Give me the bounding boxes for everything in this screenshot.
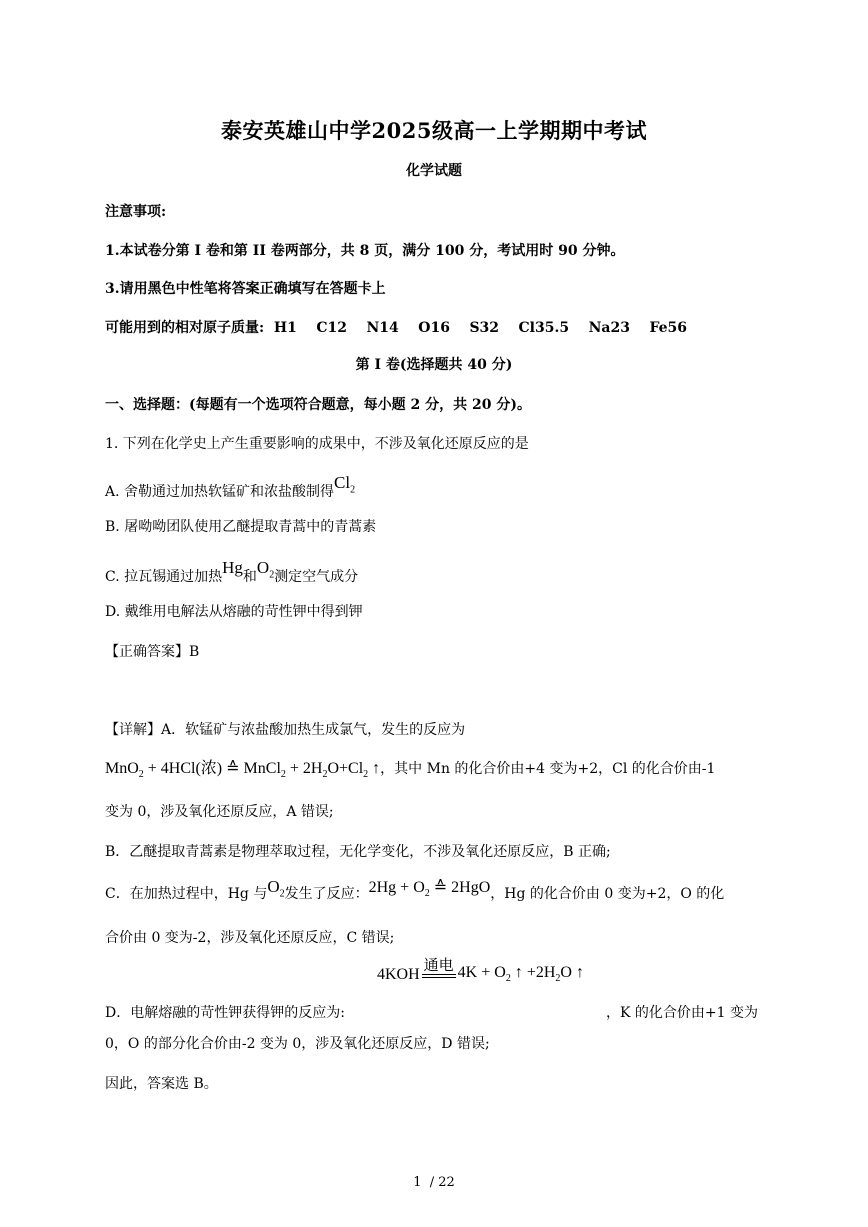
- notes-line-2: 3.请用黑色中性笔将答案正确填写在答题卡上: [105, 281, 386, 297]
- explanation-b: B．乙醚提取青蒿素是物理萃取过程，无化学变化，不涉及氧化还原反应，B 正确;: [105, 844, 611, 860]
- section-heading: 第 I 卷(选择题共 40 分): [355, 357, 513, 373]
- option-a: [105, 473, 356, 503]
- page-number: 1 / 22: [413, 1175, 455, 1190]
- notes-heading: 注意事项:: [105, 204, 167, 220]
- question-stem: 1. 下列在化学史上产生重要影响的成果中，不涉及氧化还原反应的是: [105, 436, 529, 452]
- explanation-c-line-2: 合价由 0 变为-2，涉及氧化还原反应，C 错误;: [105, 930, 395, 946]
- explanation-d-post: ，K 的化合价由+1 变为: [606, 1005, 758, 1021]
- answer: 【正确答案】B: [105, 644, 200, 660]
- atomic-masses: 可能用到的相对原子质量: H1 C12 N14 O16 S32 Cl35.5 Na23 Fe56: [105, 320, 688, 336]
- explanation-d-line-2: 0，O 的部分化合价由-2 变为 0，涉及氧化还原反应，D 错误;: [105, 1036, 490, 1052]
- option-a-formula: $Cl_2$: [334, 473, 356, 496]
- explanation-c-line: C．在加热过程中，Hg 与$O_2$发生了反应：$2Hg + O_2$ ≙ 2HgO，Hg 的化合价由 0 变为+2，O 的化: [105, 877, 725, 902]
- section-part: 一、选择题：(每题有一个选项符合题意，每小题 2 分，共 20 分)。: [105, 397, 531, 413]
- equation-c: $2Hg + O_2$ ≙ 2HgO: [368, 879, 491, 900]
- explanation-a-line: MnO$_2$ + 4HCl(浓) ≙ MnCl$_2$ + $2H_2O+Cl_2$ ↑，其中 Mn 的化合价由+4 变为+2，Cl 的化合价由-1: [105, 760, 716, 781]
- conclusion: 因此，答案选 B。: [105, 1076, 218, 1092]
- option-d: D. 戴维用电解法从熔融的苛性钾中得到钾: [105, 604, 363, 620]
- option-b: B. 屠呦呦团队使用乙醚提取青蒿中的青蒿素: [105, 519, 377, 535]
- equation-a: MnO$_2$ + 4HCl(浓) ≙ MnCl$_2$ + $2H_2O+Cl_2$ ↑: [105, 760, 381, 781]
- option-a-text: A. 舍勒通过加热软锰矿和浓盐酸制得: [105, 484, 335, 500]
- equation-d: 4KOH 通电 $4K + O_2$ ↑ $+2H_2O$ ↑: [377, 958, 584, 984]
- page-title: 泰安英雄山中学2025级高一上学期期中考试: [221, 118, 647, 143]
- explanation-a-line-2: 变为 0，涉及氧化还原反应，A 错误;: [105, 804, 334, 820]
- explanation-intro: 【详解】A．软锰矿与浓盐酸加热生成氯气，发生的反应为: [105, 722, 466, 738]
- explanation-d-pre: D．电解熔融的苛性钾获得钾的反应为:: [105, 1005, 345, 1021]
- equation-d-condition: 通电: [423, 958, 454, 974]
- page-subtitle: 化学试题: [406, 163, 462, 179]
- notes-line-1: 1.本试卷分第 I 卷和第 II 卷两部分，共 8 页，满分 100 分，考试用时 90 分钟。: [105, 243, 625, 259]
- option-c: C. 拉瓦锡通过加热Hg和$O_2$测定空气成分: [105, 558, 359, 585]
